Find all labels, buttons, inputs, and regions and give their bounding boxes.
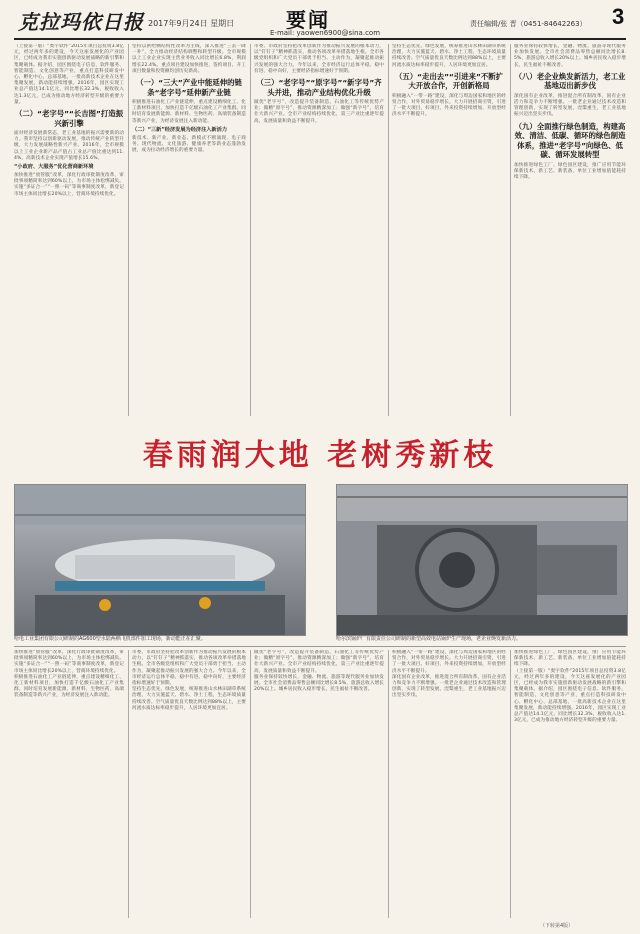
lower-column-1 [14,650,124,918]
page-number: 3 [612,4,625,29]
photo-boiler-factory [336,484,628,636]
lower-column-4-text: 积极融入“一带一路”建设，深化与周边国家和地区的经贸合作，对外贸易稳步增长。大力开展招商引资，引进了一批大项目、好项目，外来投资持续增加，开放型经济水平不断提升。 [392,650,506,674]
lower-column-4 [392,650,506,918]
photo-right-caption: 哈尔滨锅炉厂有限责任公司研制的新型高效电站锅炉生产现场，老企业焕发新活力。 [336,636,522,642]
column-left-heading-2: “小政府、大服务”优化营商新环境 [14,164,94,171]
column-center-text: 市委、市政府坚持把改革创新作为推动振兴发展的根本动力，以“钉钉子”精神抓落实，推动各项改革举措落地生根。全市各级党组织和广大党员干部勇于担当、主动作为，凝聚起推动振兴发展的强大合力。今年以来，全市经济运行总体平稳、稳中有进、稳中向好，主要经济指标增速好于预期。 [254,44,384,74]
column-midleft-text: 坚持以供给侧结构性改革为主线，深入推进“三去一降一补”，全力推动经济结构调整和转型升级。全市规模以上工业企业实现主营业务收入同比增长6.8%，利润增长22.4%。重点项目建设加快推进，签约项目、开工项目数量和投资额均创历史新高。 [132,44,246,74]
lower-column-1-text: 加快推进“放管服”改革，深化行政审批制度改革，审批事项精简率达到60%以上，为市场主体松绑减负。实施“多证合一”“一照一码”等商事制度改革，新登记市场主体同比增长20%以上，营商环境持续优化。 [14,650,124,674]
lower-column-3 [254,650,384,918]
column-right-heading-2: （九）全面推行绿色制造，构建高效、清洁、低碳、循环的绿色制造体系，推进“老字号”向绿色、低碳、循环发展转型 [514,121,626,160]
column-divider [250,44,251,416]
column-midright-text-2: 积极融入“一带一路”建设，深化与周边国家和地区的经贸合作，对外贸易稳步增长。大力开展招商引资，引进了一批大项目、好项目，外来投资持续增加，开放型经济水平不断提升。 [392,93,506,118]
column-divider [510,650,511,918]
lower-column-4-text-2: 深化国有企业改革，推进混合所有制改革，国有企业活力和竞争力不断增强。一批老企业通过技术改造和管理创新，实现了转型发展、涅槃重生，老工业基地振兴迈出坚实步伐。 [392,674,506,699]
section-title: 要闻 [286,8,330,32]
column-left-heading-1: （二）“老字号”“长吉图”打造振兴新引擎 [14,109,124,128]
column-center [254,44,384,416]
column-divider [510,44,511,416]
photo-left-caption: 哈电工业集团有限公司研制的AG600型水陆两栖飞机部件加工现场，新动能正在汇聚。 [14,636,206,642]
lower-column-5-text: 加快推进绿色工厂、绿色园区建设，推广应用节能环保新技术、新工艺、新装备，单位工业增加值能耗持续下降。 [514,650,626,668]
column-midright [392,44,506,416]
banner [14,420,626,480]
section-rule [14,646,626,647]
masthead [0,0,640,40]
header-rule [14,38,626,40]
column-right-text-2: 深化国有企业改革，推进混合所有制改革，国有企业活力和竞争力不断增强。一批老企业通过技术改造和管理创新，实现了转型发展、涅槃重生，老工业基地振兴迈出坚实步伐。 [514,93,626,118]
column-center-text-2: 做优“老字号”，改造提升装备制造、石油化工等传统优势产业；做精“原字号”，推动资源精深加工；做强“新字号”，培育壮大新兴产业。全市产业结构持续优化，第三产业比重逐年提高，发展质量和效益不断提升。 [254,100,384,124]
column-midleft-text-2: 积极推进石油化工产业链延伸，重点建设精细化工、化工新材料项目，加快打造千亿级石油化工产业集群。同时培育发展新能源、新材料、生物医药、高端装备制造等新兴产业，为经济发展注入新动能。 [132,100,246,124]
column-divider [388,44,389,416]
column-midright-text: 坚持生态优先、绿色发展，统筹推进山水林田湖草系统治理，大力实施蓝天、碧水、净土工程，生态环境质量持续改善。空气质量优良天数比例达到88%以上，主要河流水质达标率稳步提升，人居环境更加宜居。 [392,44,506,68]
column-midright-heading-1: （五）“走出去”“引进来”不断扩大开放合作，开创新格局 [394,71,504,91]
paper-name: 克拉玛依日报 [18,10,144,34]
column-divider [388,650,389,918]
column-right-text-3: 加快推进绿色工厂、绿色园区建设，推广应用节能环保新技术、新工艺、新装备，单位工业增加值能耗持续下降。 [514,162,626,181]
lower-column-2-text-2: 坚持生态优先、绿色发展，统筹推进山水林田湖草系统治理，大力实施蓝天、碧水、净土工程，生态环境质量持续改善。空气质量优良天数比例达到88%以上，主要河流水质达标率稳步提升，人居环境更加宜居。 [132,687,246,711]
lower-column-2 [132,650,246,918]
column-right-text: 服务业保持较快增长，金融、物流、旅游等现代服务业加快发展。全市社会消费品零售总额同比增长8.5%，旅游总收入增长20%以上。城乡居民收入稳步增长，民生福祉不断改善。 [514,44,626,68]
lower-column-5-text-2: （上接第一版）“奥宇软件”2015年项目总投资3.8亿元，经过两年多的建设，今天这座发展化的产业园区，已经成为我市实施创新驱动发展战略的新引擎和集聚载体。据介绍，园区围绕电子信息、软件服务、智能制造、文化创意等产业，重点打造科技研发中心、孵化中心、总部基地，一批高新技术企业在这里集聚发展，新动能持续增强。2016年，园区实现工业总产值达14.1亿元，同比增长32.3%，税收收入达1.3亿元，已成为推动地方经济转型升级的重要力量。 [514,668,626,724]
boiler-factory-image [337,485,627,635]
lower-column-1-text-2: 积极推进石油化工产业链延伸，重点建设精细化工、化工新材料项目，加快打造千亿级石油化工产业集群。同时培育发展新能源、新材料、生物医药、高端装备制造等新兴产业，为经济发展注入新动能。 [14,674,124,699]
photo-aircraft-assembly [14,484,306,636]
column-right [514,44,626,416]
column-right-heading-1: （八）老企业焕发新活力，老工业基地迈出新步伐 [514,71,626,91]
column-midleft-text-3: 新技术、新产业、新业态、新模式不断涌现，电子商务、现代物流、文化旅游、健康养老等新业态蓬勃发展，成为拉动经济增长的重要力量。 [132,135,246,154]
issue-date: 2017年9月24日 星期日 [148,19,235,28]
banner-title: 春雨润大地 老树秀新枝 [142,438,498,473]
continuation-note: （下转第4版） [540,923,574,929]
column-divider [128,650,129,918]
lower-column-2-text: 市委、市政府坚持把改革创新作为推动振兴发展的根本动力，以“钉钉子”精神抓落实，推动各项改革举措落地生根。全市各级党组织和广大党员干部勇于担当、主动作为，凝聚起推动振兴发展的强大合力。今年以来，全市经济运行总体平稳、稳中有进、稳中向好，主要经济指标增速好于预期。 [132,650,246,687]
lower-column-3-text-2: 服务业保持较快增长，金融、物流、旅游等现代服务业加快发展。全市社会消费品零售总额同比增长8.5%，旅游总收入增长20%以上。城乡居民收入稳步增长，民生福祉不断改善。 [254,674,384,693]
column-left [14,44,124,416]
column-left-text: （上接第一版）“奥宇软件”2015年项目总投资3.8亿元，经过两年多的建设，今天这座发展化的产业园区，已经成为我市实施创新驱动发展战略的新引擎和集聚载体。据介绍，园区围绕电子信息、软件服务、智能制造、文化创意等产业，重点打造科技研发中心、孵化中心、总部基地，一批高新技术企业在这里集聚发展，新动能持续增强。2016年，园区实现工业总产值达14.1亿元，同比增长32.3%，税收收入达1.3亿元，已成为推动地方经济转型升级的重要力量。 [14,44,124,105]
column-left-text-2: 面对经济发展新常态，老工业基地的振兴需要新的动力。我市坚持以创新驱动发展，推动传统产业转型升级，大力发展战略性新兴产业。2016年，全市规模以上工业企业新产品产值占工业总产值比重达到11.4%，高新技术企业实现产值增长15.6%。 [14,131,124,161]
column-midleft [132,44,246,416]
column-divider [128,44,129,416]
column-midleft-heading-1: （一）“三大”产业中能延伸的链条“老字号”延伸新产业链 [136,78,242,97]
lower-column-5 [514,650,626,918]
column-midleft-heading-2: （二）“三新”经济发展为经济注入新活力 [132,126,228,133]
lower-column-3-text: 做优“老字号”，改造提升装备制造、石油化工等传统优势产业；做精“原字号”，推动资源精深加工；做强“新字号”，培育壮大新兴产业。全市产业结构持续优化，第三产业比重逐年提高，发展质量和效益不断提升。 [254,650,384,674]
column-left-text-3: 加快推进“放管服”改革，深化行政审批制度改革，审批事项精简率达到60%以上，为市场主体松绑减负。实施“多证合一”“一照一码”等商事制度改革，新登记市场主体同比增长20%以上，营商环境持续优化。 [14,173,124,197]
column-center-heading-1: （三）“老字号”“原字号”“新字号”齐头并进，推动产业结构优化升级 [256,78,382,97]
editor-line: 责任编辑/张 晋（0451-84642263） [470,20,587,28]
section-email: E-mail: yaowen6900@sina.com [270,29,381,37]
aircraft-assembly-image [15,485,305,635]
column-divider [250,650,251,918]
